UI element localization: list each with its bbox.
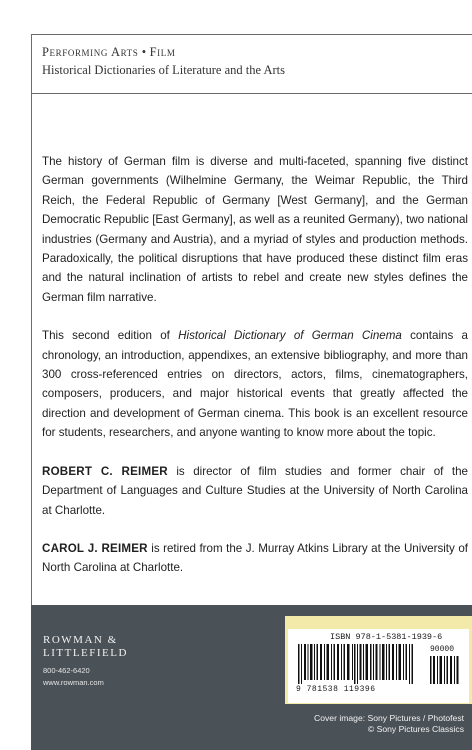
author-bio-1 (42, 462, 468, 520)
publisher-phone: 800-462-6420 (43, 666, 90, 675)
barcode-number: 9 781538 119396 (296, 685, 376, 694)
publisher-name-line-2: LITTLEFIELD (43, 647, 128, 659)
back-cover-copy (42, 152, 468, 597)
author-1-name: ROBERT C. REIMER (42, 464, 168, 478)
category-film: Film (149, 45, 176, 59)
description-paragraph-1: The history of German film is diverse and multi-faceted, spanning five distinct German governments (Wilhelmine Germany, the Weimar Republic, the Third Reich, the Federal Republic of Germany [West Germany], and the German Democratic Republic [East Germany], as well as a reunited Germany), two national industries (Germany and Austria), and a myriad of styles and production methods. Paradoxically, the political disruptions that have produced these distinct film eras and the natural inclination of artists to rebel and create new styles defines the German film narrative. (42, 155, 468, 304)
category-performing-arts: Performing Arts (42, 45, 139, 59)
para2-suffix: contains a chronology, an introduction, appendixes, an extensive bibliography, and more than 300 cross-referenced entries on directors, actors, films, cinematographers, composers, producers, and major historical events that greatly affected the direction and development of German cinema. This book is an excellent resource for students, researchers, and anyone wanting to know more about the topic. (42, 329, 468, 440)
footer-band (31, 605, 472, 750)
category-separator: • (141, 45, 147, 59)
para2-prefix: This second edition of (42, 329, 179, 343)
barcode-icon (298, 644, 418, 684)
publisher-website: www.rowman.com (43, 678, 104, 687)
credit-line-2: © Sony Pictures Classics (367, 724, 464, 734)
addon-barcode-icon (430, 656, 460, 684)
publisher-contact (43, 665, 104, 689)
publisher-name-line-1: ROWMAN & (43, 634, 118, 646)
author-2-name: CAROL J. REIMER (42, 541, 148, 555)
book-title: Historical Dictionary of German Cinema (178, 329, 402, 343)
isbn-text: ISBN 978-1-5381-1939-6 (330, 632, 443, 642)
header-band (32, 35, 472, 94)
price-code: 90000 (430, 645, 455, 654)
publisher-logo (43, 634, 128, 660)
author-bio-2 (42, 539, 468, 578)
category-line (42, 45, 175, 60)
author-2-bio: is retired from the J. Murray Atkins Library at the University of North Carolina at Charlotte. (42, 541, 468, 575)
cover-image-credit (314, 713, 464, 735)
credit-line-1: Cover image: Sony Pictures / Photofest (314, 713, 464, 723)
series-title: Historical Dictionaries of Literature and the Arts (42, 63, 285, 77)
description-paragraph-2 (42, 326, 468, 442)
barcode-area (288, 629, 469, 703)
author-1-bio: is director of film studies and former chair of the Department of Languages and Culture Studies at the University of North Carolina at Charlotte. (42, 464, 468, 517)
barcode-panel (285, 616, 472, 704)
